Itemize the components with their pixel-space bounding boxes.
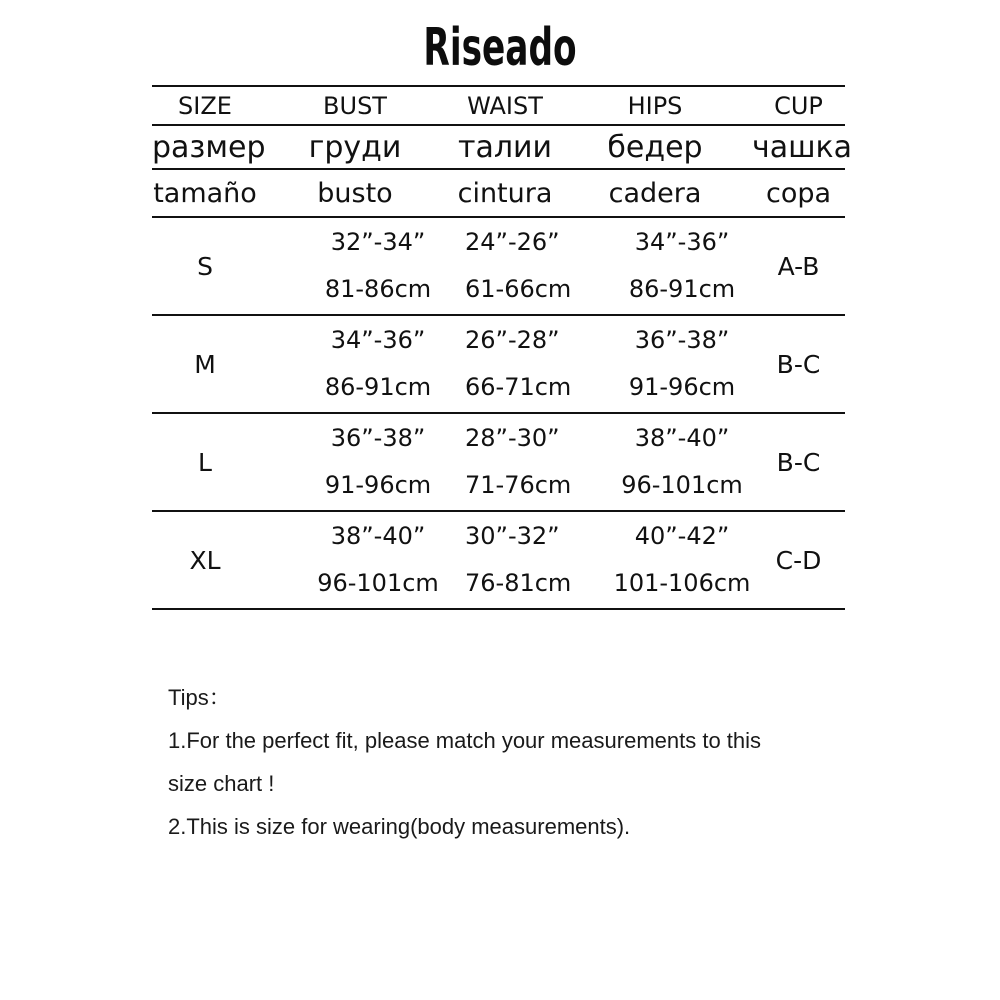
- header-bust: BUST: [323, 91, 387, 120]
- hips-inches: 36”-38”: [634, 326, 730, 354]
- waist-cell: [452, 315, 572, 413]
- header-cup-es: copa: [765, 177, 832, 209]
- bust-inches: 38”-40”: [330, 522, 426, 550]
- bust-cm: 91-96cm: [324, 471, 432, 499]
- header-cup: CUP: [774, 91, 823, 120]
- waist-inches: 26”-28”: [465, 326, 560, 354]
- bust-cm: 81-86cm: [324, 275, 432, 303]
- size-cell: XL: [189, 545, 221, 575]
- bust-cell: [258, 511, 452, 609]
- header-row-ru: [152, 125, 845, 169]
- size-cell: L: [198, 447, 212, 477]
- hips-inches: 34”-36”: [634, 228, 730, 256]
- header-waist-ru: талии: [457, 129, 553, 165]
- hips-cm: 91-96cm: [628, 373, 736, 401]
- cup-cell: C-D: [775, 545, 822, 575]
- header-waist: WAIST: [467, 91, 543, 120]
- bust-inches: 36”-38”: [330, 424, 426, 452]
- table-row-l: [152, 413, 845, 511]
- waist-inches: 30”-32”: [465, 522, 560, 550]
- waist-cell: [452, 413, 572, 511]
- cup-cell: B-C: [776, 349, 821, 379]
- waist-inches: 28”-30”: [465, 424, 560, 452]
- table-row-s: [152, 217, 845, 315]
- waist-cell: [452, 511, 572, 609]
- hips-cm: 101-106cm: [613, 569, 751, 597]
- bust-cell: [258, 413, 452, 511]
- tips-section: [168, 676, 868, 848]
- hips-cell: [558, 315, 752, 413]
- waist-cm: 71-76cm: [465, 471, 572, 499]
- waist-inches: 24”-26”: [465, 228, 560, 256]
- hips-inches: 38”-40”: [634, 424, 730, 452]
- header-size-ru: размер: [152, 129, 266, 165]
- hips-cm: 86-91cm: [628, 275, 736, 303]
- hips-cell: [558, 217, 752, 315]
- tips-title: Tips：: [168, 685, 231, 710]
- bust-inches: 34”-36”: [330, 326, 426, 354]
- size-table: [152, 85, 853, 610]
- header-waist-es: cintura: [457, 177, 553, 209]
- header-row-es: [152, 169, 845, 217]
- header-hips-es: cadera: [608, 177, 702, 209]
- hips-cell: [558, 511, 752, 609]
- hips-cell: [558, 413, 752, 511]
- size-cell: M: [194, 349, 216, 379]
- cup-cell: B-C: [776, 447, 821, 477]
- header-bust-ru: груди: [308, 129, 402, 165]
- brand-title: Riseado: [423, 18, 577, 78]
- size-cell: S: [197, 251, 213, 281]
- header-row-en: [152, 86, 845, 125]
- hips-cm: 96-101cm: [621, 471, 743, 499]
- header-bust-es: busto: [317, 177, 393, 209]
- tips-line-1-wrap: size chart !: [168, 771, 275, 796]
- bust-cm: 86-91cm: [324, 373, 432, 401]
- waist-cm: 66-71cm: [465, 373, 572, 401]
- tips-line-1: 1.For the perfect fit, please match your measurements to this: [168, 728, 762, 753]
- bust-cell: [258, 217, 452, 315]
- bust-cell: [258, 315, 452, 413]
- waist-cm: 76-81cm: [465, 569, 572, 597]
- header-size-es: tamaño: [153, 177, 257, 209]
- header-cup-ru: чашка: [752, 129, 853, 165]
- tips-line-2: 2.This is size for wearing(body measurements).: [168, 814, 631, 839]
- header-hips-ru: бедер: [607, 129, 703, 165]
- header-size: SIZE: [178, 91, 232, 120]
- waist-cm: 61-66cm: [465, 275, 572, 303]
- bust-cm: 96-101cm: [317, 569, 439, 597]
- cup-cell: A-B: [777, 251, 820, 281]
- waist-cell: [452, 217, 572, 315]
- hips-inches: 40”-42”: [634, 522, 730, 550]
- table-row-xl: [152, 511, 845, 609]
- header-hips: HIPS: [627, 91, 683, 120]
- bust-inches: 32”-34”: [330, 228, 426, 256]
- table-row-m: [152, 315, 845, 413]
